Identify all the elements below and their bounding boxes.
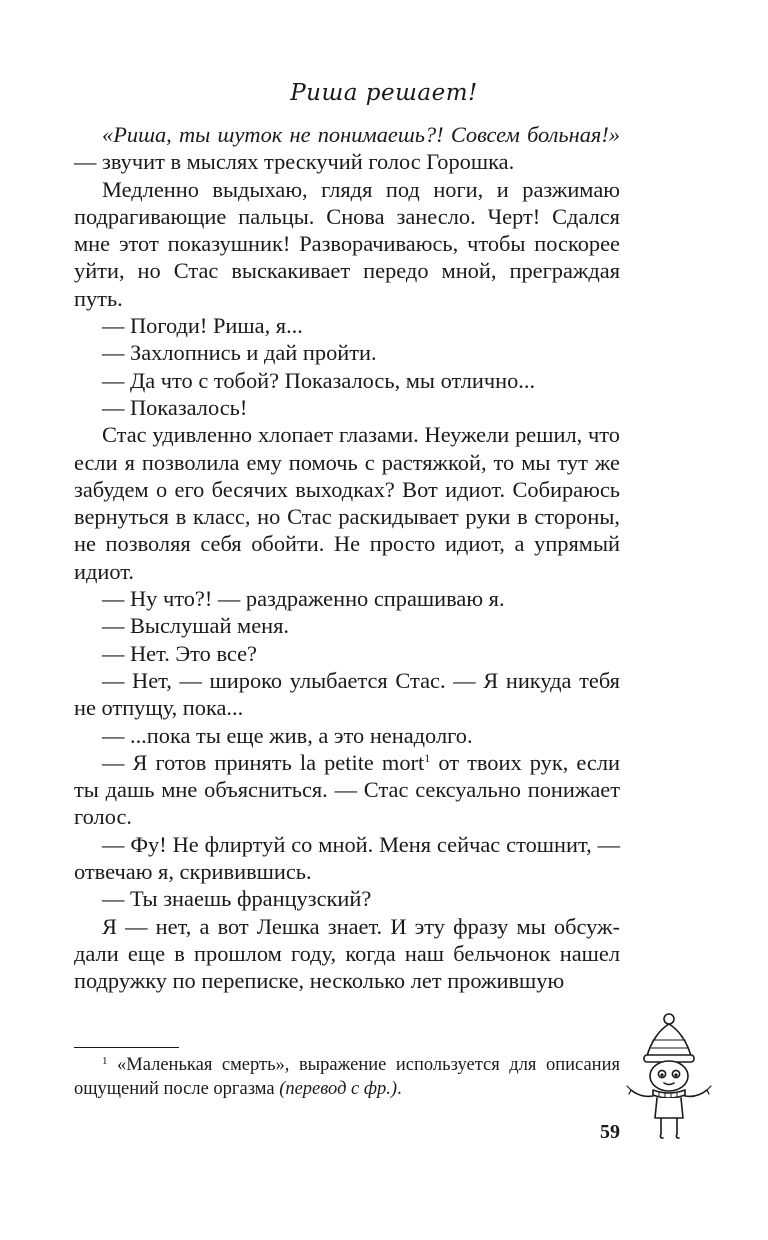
paragraph: Я — нет, а вот Лешка знает. И эту фразу мы обсуждали еще в прошлом году, когда наш бельчонок нашел подружку по переписке, несколько лет прожившую [74, 913, 620, 994]
footnote [74, 1054, 620, 1101]
paragraph [74, 121, 620, 176]
dialogue-line: — Ну что?! — раздраженно спрашиваю я. [102, 586, 505, 612]
dialogue-line: — Захлопнись и дай пройти. [102, 340, 377, 366]
footnote-marker: 1 [102, 1055, 108, 1067]
page-number: 59 [600, 1121, 620, 1143]
dialogue-line: — Нет. Это все? [102, 640, 257, 666]
dialogue-line: — Погоди! Риша, я... [102, 313, 303, 339]
footnote-divider [74, 1047, 179, 1048]
dialogue-line: — Ты знаешь французский? [102, 886, 372, 912]
dialogue-line: — Да что с тобой? Показалось, мы отлично... [102, 367, 536, 393]
dialogue-line: — ...пока ты еще жив, а это ненадолго. [102, 722, 473, 748]
hat-pompom [664, 1014, 674, 1024]
paragraph-text: — звучит в мыслях трескучий голос Горошка. [74, 149, 515, 175]
footnote-end: . [397, 1078, 402, 1099]
running-header: Риша решает! [290, 80, 478, 106]
footnote-translation-note: (перевод с фр.) [279, 1078, 398, 1099]
footnote-body: «Маленькая смерть», выражение используется для описания ощущений после оргазма [74, 1055, 620, 1099]
footnote-text [74, 1054, 620, 1101]
quoted-thought: «Риша, ты шуток не понимаешь?! Совсем больная!» [102, 122, 620, 147]
head [650, 1061, 688, 1091]
gnome-illustration-icon [623, 1010, 715, 1142]
body-text [74, 121, 620, 995]
dialogue-line: — Фу! Не флиртуй со мной. Меня сейчас стошнит, — отвечаю я, скривившись. [74, 831, 620, 885]
paragraph-text: — Я готов принять la petite mort [102, 749, 425, 775]
paragraph: Медленно выдыхаю, глядя под ноги, и разжимаю подрагивающие пальцы. Снова занесло. Черт! Сдался мне этот показушник! Разворачиваюсь, чтобы поскорее уйти, но Стас выскакивает передо мной, преграждая путь. [74, 176, 620, 311]
dialogue-line: — Показалось! [102, 394, 248, 420]
paragraph-text: от твоих рук, если ты дашь мне объясниться. — Стас сексуально понижает голос. [74, 749, 620, 830]
dialogue-line [74, 749, 620, 831]
paragraph: Стас удивленно хлопает глазами. Неужели решил, что если я позволила ему помочь с растяжкой, то мы тут же забудем о его бесячих выходках? Вот идиот. Собираюсь вернуться в класс, но Стас раскидывает руки в стороны, не позволяя себя обойти. Не просто идиот, а упрямый идиот. [74, 422, 620, 584]
footnote-reference: 1 [424, 750, 431, 765]
dialogue-line: — Нет, — широко улыбается Стас. — Я никуда тебя не отпущу, пока... [74, 667, 620, 721]
dialogue-line: — Выслушай меня. [102, 613, 290, 639]
